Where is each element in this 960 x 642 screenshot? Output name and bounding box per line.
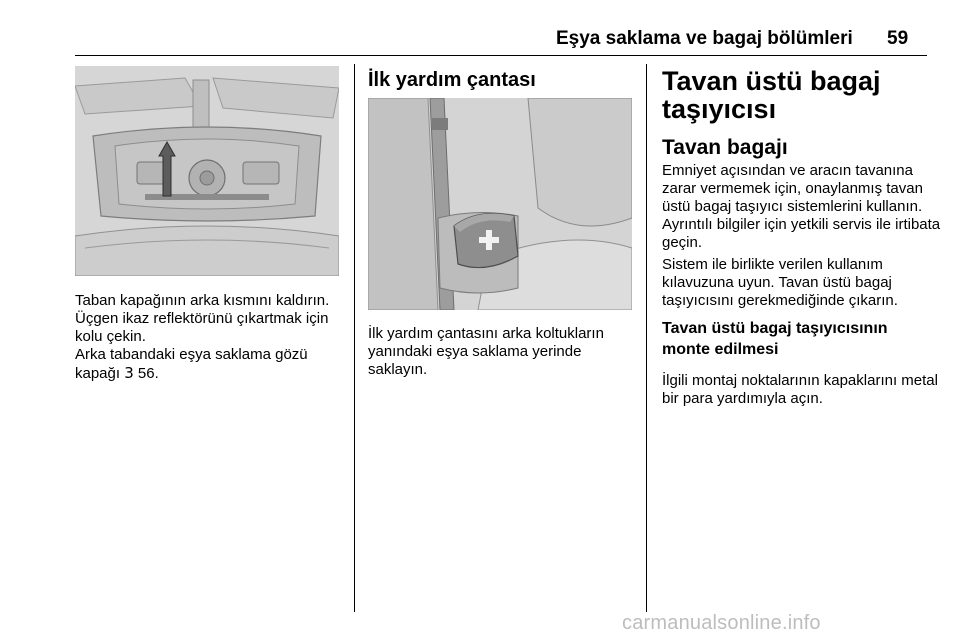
column-divider-right bbox=[646, 64, 647, 612]
underfloor-storage-reference bbox=[75, 346, 345, 383]
page-reference-arrow-icon: 3 bbox=[124, 364, 134, 382]
first-aid-kit-illustration bbox=[368, 98, 632, 310]
trunk-floor-illustration bbox=[75, 66, 339, 276]
roof-rack-safety-paragraph: Emniyet açısından ve aracın tavanına zarar vermemek için, onaylanmış tavan üstü bagaj taşıyıcı sistemlerini kullanın. Ayrıntılı bilgiler için yetkili servis ile irtibata geçin. bbox=[662, 162, 941, 251]
first-aid-instruction: İlk yardım çantasını arka koltukların yanındaki eşya saklama yerinde saklayın. bbox=[368, 325, 604, 378]
first-aid-heading: İlk yardım çantası bbox=[368, 69, 536, 91]
column-divider-left bbox=[354, 64, 355, 612]
watermark: carmanualsonline.info bbox=[622, 612, 821, 634]
page-number: 59 bbox=[887, 28, 909, 49]
roof-rack-mounting-instruction: İlgili montaj noktalarının kapaklarını metal bir para yardımıyla açın. bbox=[662, 372, 938, 407]
trunk-floor-instruction: Taban kapağının arka kısmını kaldırın. Üçgen ikaz reflektörünü çıkartmak için kolu çekin. bbox=[75, 292, 330, 345]
page-header-title: Eşya saklama ve bagaj bölümleri bbox=[556, 28, 853, 49]
roof-rack-manual-paragraph: Sistem ile birlikte verilen kullanım kılavuzuna uyun. Tavan üstü bagaj taşıyıcısını gerekmediğinde çıkarın. bbox=[662, 256, 898, 309]
header-rule bbox=[75, 55, 927, 56]
roof-rack-heading-line1: Tavan üstü bagaj bbox=[662, 66, 881, 96]
roof-rack-mounting-heading-line2: monte edilmesi bbox=[662, 341, 779, 358]
reference-text: Arka tabandaki eşya saklama gözü kapağı bbox=[75, 346, 308, 382]
reference-page: 56. bbox=[133, 365, 159, 382]
roof-rack-mounting-heading-line1: Tavan üstü bagaj taşıyıcısının bbox=[662, 320, 888, 337]
roof-rack-heading-line2: taşıyıcısı bbox=[662, 94, 777, 124]
roof-luggage-subheading: Tavan bagajı bbox=[662, 136, 788, 159]
